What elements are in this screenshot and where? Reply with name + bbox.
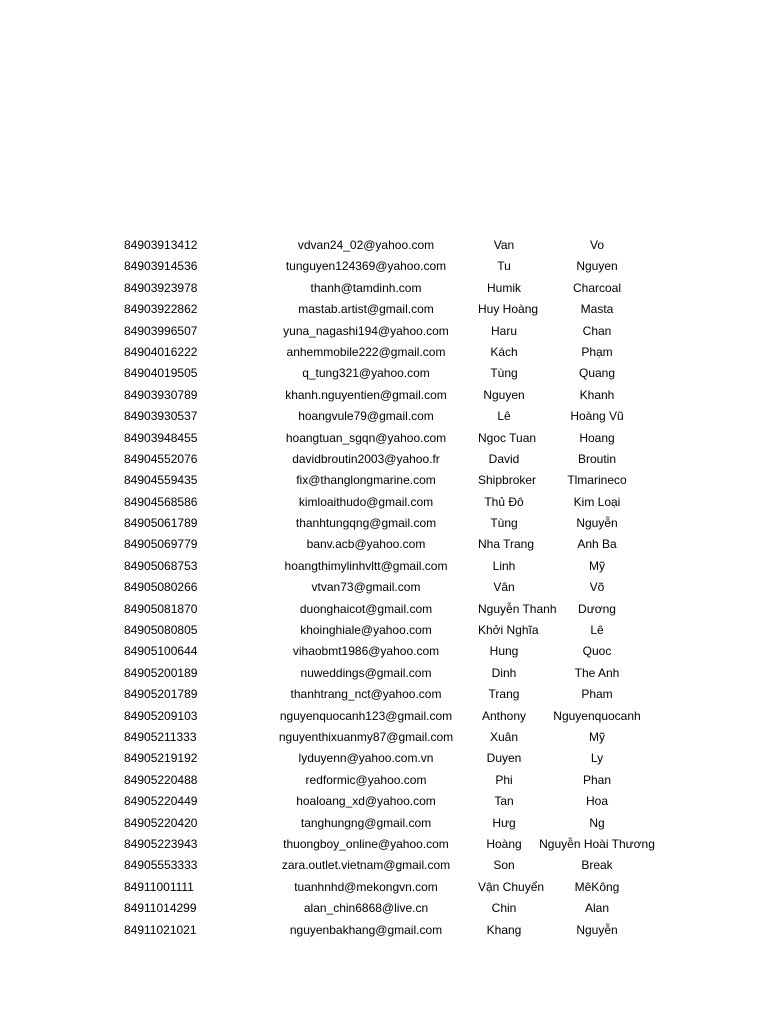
email-cell: q_tung321@yahoo.com [302,366,430,381]
table-row [0,684,768,705]
contact-sheet [0,235,768,941]
email-cell: mastab.artist@gmail.com [298,302,434,317]
first-name-cell: Phi [495,772,513,787]
last-name-cell: MêKông [574,879,620,894]
first-name-cell: Hưg [492,815,516,830]
email-cell: thanhtrang_nct@yahoo.com [290,687,442,702]
table-row [0,256,768,277]
email-cell: thuongboy_online@yahoo.com [283,836,449,851]
last-name-cell: Mỹ [589,558,605,573]
last-name-cell: Nguyễn [576,516,618,531]
email-cell: davidbroutin2003@yahoo.fr [292,451,440,466]
first-name-cell: Van [493,238,515,252]
phone-cell: 84903996507 [124,323,198,338]
last-name-cell: Hoa [585,794,608,809]
email-cell: hoangthimylinhvltt@gmail.com [284,558,448,573]
first-name-cell: Hung [489,644,519,659]
last-name-cell: Quang [578,366,616,381]
first-name-cell: Khang [486,922,522,937]
last-name-cell: Broutin [577,451,617,466]
last-name-cell: Hoàng Vũ [570,409,624,424]
last-name-cell: Masta [580,302,614,317]
table-row [0,641,768,662]
email-cell: yuna_nagashi194@yahoo.com [283,323,449,338]
table-row [0,791,768,812]
email-cell: duonghaicot@gmail.com [299,601,433,616]
phone-cell: 84905223943 [124,836,198,851]
phone-cell: 84905080805 [124,623,198,638]
table-row [0,406,768,427]
email-cell: thanh@tamdinh.com [310,280,422,295]
first-name-cell: Nguyen [483,387,525,402]
phone-cell: 84903948455 [124,430,198,445]
email-cell: anhemmobile222@gmail.com [286,344,446,359]
table-row [0,577,768,598]
phone-cell: 84904559435 [124,473,198,488]
email-cell: nguyenthixuanmy87@gmail.com [278,729,454,744]
email-cell: khoinghiale@yahoo.com [300,623,432,638]
first-name-cell: Vận Chuyển [478,879,545,894]
last-name-cell: Nguyễn [576,922,618,937]
phone-cell: 84905200189 [124,665,198,680]
last-name-cell: Phan [582,772,612,787]
phone-cell: 84905201789 [124,687,198,702]
first-name-cell: Tùng [490,366,518,381]
table-row [0,748,768,769]
table-row [0,385,768,406]
phone-cell: 84904552076 [124,451,198,466]
email-cell: redformic@yahoo.com [305,772,427,787]
phone-cell: 84904019505 [124,366,198,381]
last-name-cell: Pham [581,687,613,702]
table-row [0,363,768,384]
first-name-cell: Humik [486,280,521,295]
phone-cell: 84905211333 [124,729,197,744]
phone-cell: 84905220420 [124,815,198,830]
last-name-cell: Nguyễn Hoài Thương [539,836,655,851]
phone-cell: 84905553333 [124,858,198,873]
last-name-cell: Ly [590,751,604,766]
phone-cell: 84905219192 [124,751,198,766]
table-row [0,620,768,641]
first-name-cell: Kách [490,344,518,359]
table-row [0,556,768,577]
first-name-cell: Huy Hoàng [478,302,539,317]
phone-cell: 84911001111 [124,879,194,894]
phone-cell: 84911014299 [124,901,197,916]
email-cell: vdvan24_02@yahoo.com [297,238,435,252]
phone-cell: 84904016222 [124,344,198,359]
first-name-cell: Tu [497,259,511,274]
table-row [0,877,768,898]
phone-cell: 84905081870 [124,601,198,616]
first-name-cell: Hoàng [486,836,522,851]
first-name-cell: Tan [494,794,514,809]
first-name-cell: Haru [490,323,517,338]
table-row [0,321,768,342]
table-row [0,492,768,513]
first-name-cell: Xuân [489,729,519,744]
phone-cell: 84905209103 [124,708,198,723]
first-name-cell: Lê [497,409,511,424]
first-name-cell: Ngoc Tuan [478,430,537,445]
phone-cell: 84903923978 [124,280,198,295]
phone-cell: 84903930537 [124,409,198,424]
table-row [0,855,768,876]
last-name-cell: Dương [578,601,616,616]
email-cell: khanh.nguyentien@gmail.com [285,387,447,402]
phone-cell: 84905061789 [124,516,198,531]
first-name-cell: Linh [492,558,516,573]
first-name-cell: Shipbroker [478,473,537,488]
email-cell: tunguyen124369@yahoo.com [285,259,447,274]
phone-cell: 84903930789 [124,387,198,402]
last-name-cell: Charcoal [572,280,622,295]
email-cell: hoangtuan_sgqn@yahoo.com [285,430,447,445]
table-row [0,727,768,748]
last-name-cell: Khanh [579,387,615,402]
phone-cell: 84905069779 [124,537,198,552]
table-row [0,770,768,791]
last-name-cell: Anh Ba [577,537,617,552]
last-name-cell: Ng [589,815,605,830]
table-row [0,534,768,555]
table-row [0,342,768,363]
phone-cell: 84911021021 [124,922,197,937]
first-name-cell: Nguyễn Thanh [478,601,557,616]
table-row [0,235,768,256]
table-row [0,299,768,320]
table-row [0,920,768,941]
last-name-cell: Vo [589,238,604,252]
email-cell: zara.outlet.vietnam@gmail.com [281,858,451,873]
table-row [0,834,768,855]
phone-cell: 84903922862 [124,302,198,317]
email-cell: hoangvule79@gmail.com [298,409,434,424]
table-row [0,449,768,470]
table-row [0,513,768,534]
email-cell: nguyenbakhang@gmail.com [289,922,443,937]
phone-cell: 84905080266 [124,580,198,595]
first-name-cell: Dinh [491,665,517,680]
email-cell: alan_chin6868@live.cn [303,901,429,916]
table-row [0,663,768,684]
first-name-cell: Nha Trang [478,537,535,552]
table-row [0,813,768,834]
last-name-cell: Nguyenquocanh [553,708,641,723]
email-cell: vtvan73@gmail.com [311,580,421,595]
last-name-cell: Nguyen [576,259,618,274]
email-cell: thanhtungqng@gmail.com [295,516,437,531]
last-name-cell: Mỹ [589,729,605,744]
last-name-cell: Break [581,858,613,873]
table-row [0,706,768,727]
first-name-cell: Trang [488,687,520,702]
last-name-cell: Chan [582,323,612,338]
phone-cell: 84905220449 [124,794,198,809]
table-row [0,470,768,491]
email-cell: vihaobmt1986@yahoo.com [292,644,440,659]
table-row [0,428,768,449]
email-cell: banv.acb@yahoo.com [306,537,426,552]
last-name-cell: Lê [590,623,604,638]
first-name-cell: Thủ Đô [484,494,524,509]
phone-cell: 84905100644 [124,644,198,659]
first-name-cell: Khởi Nghĩa [478,623,539,638]
email-cell: hoaloang_xd@yahoo.com [296,794,436,809]
phone-cell: 84905220488 [124,772,198,787]
last-name-cell: Kim Loại [573,494,621,509]
table-row [0,278,768,299]
email-cell: lyduyenn@yahoo.com.vn [298,751,434,766]
email-cell: nuweddings@gmail.com [300,665,432,680]
email-cell: tanghungng@gmail.com [300,815,432,830]
email-cell: nguyenquocanh123@gmail.com [279,708,453,723]
first-name-cell: Vân [493,580,515,595]
last-name-cell: Tlmarineco [567,473,627,488]
last-name-cell: Võ [589,580,605,595]
email-cell: fix@thanglongmarine.com [296,473,436,488]
last-name-cell: The Anh [574,665,620,680]
table-row [0,898,768,919]
email-cell: kimloaithudo@gmail.com [298,494,434,509]
last-name-cell: Quoc [582,644,612,659]
phone-cell: 84905068753 [124,558,198,573]
last-name-cell: Phạm [581,344,613,359]
table-row [0,599,768,620]
email-cell: tuanhnhd@mekongvn.com [294,879,438,894]
last-name-cell: Hoang [579,430,615,445]
phone-cell: 84903914536 [124,259,198,274]
first-name-cell: Chin [491,901,517,916]
phone-cell: 84903913412 [124,238,198,252]
first-name-cell: Tùng [490,516,518,531]
first-name-cell: Son [493,858,515,873]
first-name-cell: Anthony [481,708,527,723]
first-name-cell: Duyen [486,751,522,766]
last-name-cell: Alan [584,901,610,916]
phone-cell: 84904568586 [124,494,198,509]
first-name-cell: David [488,451,520,466]
